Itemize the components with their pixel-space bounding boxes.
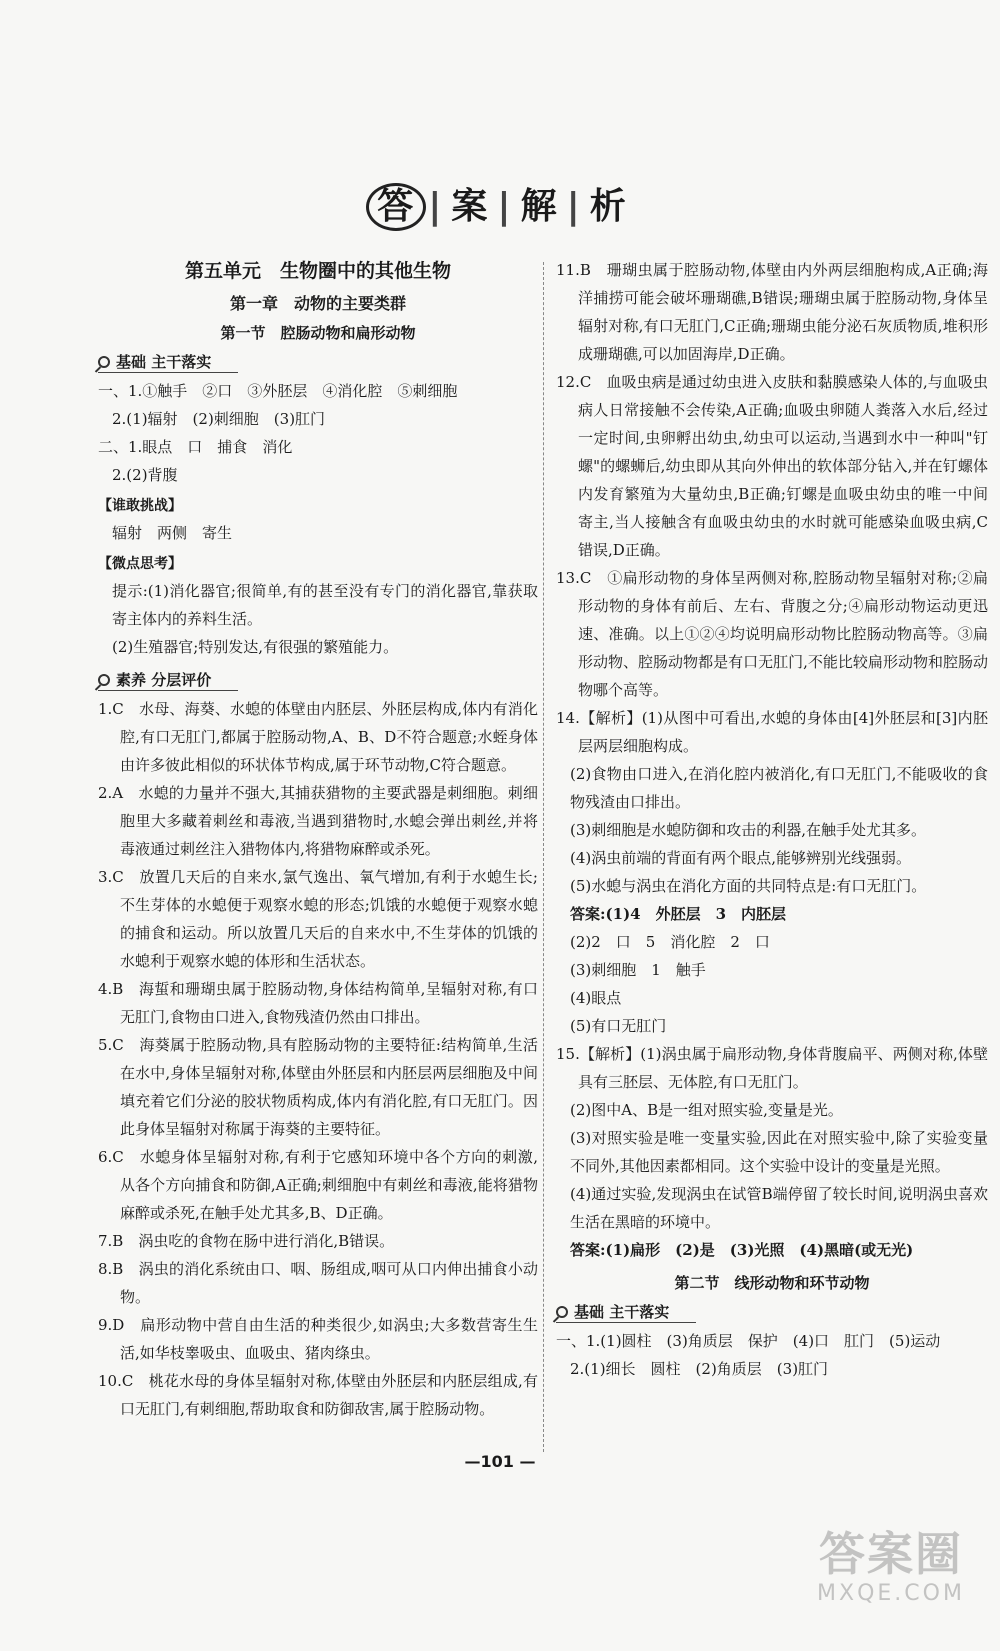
title-char-3: 解: [520, 186, 559, 227]
left-column: [98, 256, 538, 1423]
basics-heading-2: [556, 1301, 696, 1323]
answer-line: 答案:(1)4 外胚层 3 内胚层: [570, 905, 787, 923]
think-text: 提示:(1)消化器官;很简单,有的甚至没有专门的消化器官,靠获取寄主体内的养料生活。: [112, 582, 538, 628]
basics-heading-label: 基础 主干落实: [116, 353, 212, 371]
answer-item: 1.C 水母、海葵、水螅的体壁由内胚层、外胚层构成,体内有消化腔,有口无肛门,都属于腔肠动物,A、B、D不符合题意;水蛭身体由许多彼此相似的环状体节构成,属于环节动物,C符合题意。: [98, 700, 538, 774]
answer-item: 4.B 海蜇和珊瑚虫属于腔肠动物,身体结构简单,呈辐射对称,有口无肛门,食物由口进入,食物残渣仍然由口排出。: [98, 980, 538, 1026]
challenge-label: 【谁敢挑战】: [98, 498, 182, 514]
basics-line: 二、1.眼点 口 捕食 消化: [98, 438, 293, 456]
unit-heading: 第五单元 生物圈中的其他生物: [184, 260, 451, 282]
analysis-line: (2)图中A、B是一组对照实验,变量是光。: [570, 1101, 843, 1119]
magnifier-icon: [98, 674, 110, 686]
answer-item: 2.A 水螅的力量并不强大,其捕获猎物的主要武器是刺细胞。刺细胞里大多藏着刺丝和毒液,当遇到猎物时,水螅会弹出刺丝,并将毒液通过刺丝注入猎物体内,将猎物麻醉或杀死。: [98, 784, 538, 858]
think-label: 【微点思考】: [98, 556, 182, 572]
think-text: (2)生殖器官;特别发达,有很强的繁殖能力。: [112, 638, 399, 656]
answer-item: 13.C ①扁形动物的身体呈两侧对称,腔肠动物呈辐射对称;②扁形动物的身体有前后、左右、背腹之分;④扁形动物运动更迅速、准确。以上①②④均说明扁形动物比腔肠动物高等。③扁形动物、腔肠动物都是有口无肛门,不能比较扁形动物和腔肠动物哪个高等。: [556, 569, 988, 699]
challenge-text: 辐射 两侧 寄生: [112, 524, 233, 542]
title-char-2: 案: [451, 186, 490, 227]
evaluation-heading: [98, 669, 238, 691]
basics-line: 2.(1)细长 圆柱 (2)角质层 (3)肛门: [570, 1360, 829, 1378]
magnifier-icon: [98, 356, 110, 368]
right-column: [556, 256, 988, 1383]
analysis-line: (3)刺细胞是水螅防御和攻击的利器,在触手处尤其多。: [570, 821, 927, 839]
magnifier-icon: [556, 1306, 568, 1318]
analysis-line: (4)涡虫前端的背面有两个眼点,能够辨别光线强弱。: [570, 849, 912, 867]
basics-line: 2.(2)背腹: [112, 466, 178, 484]
answer-item: 5.C 海葵属于腔肠动物,具有腔肠动物的主要特征:结构简单,生活在水中,身体呈辐射对称,体壁由外胚层和内胚层两层细胞及中间填充着它们分泌的胶状物质构成,体内有消化腔,有口无肛门。因此身体呈辐射对称属于海葵的主要特征。: [98, 1036, 538, 1138]
answer-item: 9.D 扁形动物中营自由生活的种类很少,如涡虫;大多数营寄生生活,如华枝睾吸虫、血吸虫、猪肉绦虫。: [98, 1316, 538, 1362]
watermark-logo-text: 答案圈: [819, 1527, 963, 1581]
answer-line: (2)2 口 5 消化腔 2 口: [570, 933, 770, 951]
basics-line: 一、1.(1)圆柱 (3)角质层 保护 (4)口 肛门 (5)运动: [556, 1332, 941, 1350]
answer-item: 11.B 珊瑚虫属于腔肠动物,体壁由内外两层细胞构成,A正确;海洋捕捞可能会破坏珊瑚礁,B错误;珊瑚虫属于腔肠动物,身体呈辐射对称,有口无肛门,C正确;珊瑚虫能分泌石灰质物质,堆积形成珊瑚礁,可以加固海岸,D正确。: [556, 261, 988, 363]
answer-line: (5)有口无肛门: [570, 1017, 667, 1035]
section-heading: 第一节 腔肠动物和扁形动物: [220, 324, 416, 342]
watermark-logo: [806, 1527, 976, 1617]
answer-item-15: 15.【解析】(1)涡虫属于扁形动物,身体背腹扁平、两侧对称,体壁具有三胚层、无体腔,有口无肛门。: [556, 1045, 988, 1091]
answer-item: 8.B 涡虫的消化系统由口、咽、肠组成,咽可从口内伸出捕食小动物。: [98, 1260, 538, 1306]
evaluation-heading-label: 素养 分层评价: [116, 671, 212, 689]
analysis-line: (3)对照实验是唯一变量实验,因此在对照实验中,除了实验变量不同外,其他因素都相同。这个实验中设计的变量是光照。: [570, 1129, 988, 1175]
basics-line: 2.(1)辐射 (2)刺细胞 (3)肛门: [112, 410, 326, 428]
answer-item-14: 14.【解析】(1)从图中可看出,水螅的身体由[4]外胚层和[3]内胚层两层细胞构成。: [556, 709, 988, 755]
analysis-line: (2)食物由口进入,在消化腔内被消化,有口无肛门,不能吸收的食物残渣由口排出。: [570, 765, 988, 811]
chapter-heading: 第一章 动物的主要类群: [229, 294, 406, 313]
analysis-line: (5)水螅与涡虫在消化方面的共同特点是:有口无肛门。: [570, 877, 927, 895]
analysis-line: (4)通过实验,发现涡虫在试管B端停留了较长时间,说明涡虫喜欢生活在黑暗的环境中。: [570, 1185, 988, 1231]
answer-line: 答案:(1)扁形 (2)是 (3)光照 (4)黑暗(或无光): [570, 1241, 914, 1259]
title-char-1: 答: [366, 183, 426, 231]
answer-line: (4)眼点: [570, 989, 622, 1007]
section-heading-2: 第二节 线形动物和环节动物: [674, 1274, 870, 1292]
answer-item: 12.C 血吸虫病是通过幼虫进入皮肤和黏膜感染人体的,与血吸虫病人日常接触不会传染,A正确;血吸虫卵随人粪落入水后,经过一定时间,虫卵孵出幼虫,幼虫可以运动,当遇到水中一种叫"钉螺"的螺蛳后,幼虫即从其向外伸出的软体部分钻入,并在钉螺体内发育繁殖为大量幼虫,B正确;钉螺是血吸虫幼虫的唯一中间寄主,当人接触含有血吸虫幼虫的水时就可能感染血吸虫病,C错误,D正确。: [556, 373, 988, 559]
answer-item: 10.C 桃花水母的身体呈辐射对称,体壁由外胚层和内胚层组成,有口无肛门,有刺细胞,帮助取食和防御敌害,属于腔肠动物。: [98, 1372, 538, 1418]
basics-line: 一、1.①触手 ②口 ③外胚层 ④消化腔 ⑤刺细胞: [98, 382, 458, 400]
basics-heading: [98, 351, 238, 373]
page-number: —101 —: [464, 1452, 536, 1471]
answer-item: 7.B 涡虫吃的食物在肠中进行消化,B错误。: [98, 1232, 395, 1250]
watermark-url: MXQE.COM: [817, 1581, 965, 1606]
answer-line: (3)刺细胞 1 触手: [570, 961, 706, 979]
column-divider: [543, 262, 544, 1452]
basics-heading-2-label: 基础 主干落实: [574, 1303, 670, 1321]
title-char-4: 析: [589, 186, 628, 227]
page-title: 答 | 案 | 解 | 析: [0, 178, 1000, 231]
answer-item: 3.C 放置几天后的自来水,氯气逸出、氧气增加,有利于水螅生长;不生芽体的水螅便于观察水螅的形态;饥饿的水螅便于观察水螅的捕食和运动。所以放置几天后的自来水中,不生芽体的饥饿的水螅利于观察水螅的体形和生活状态。: [98, 868, 538, 970]
answer-item: 6.C 水螅身体呈辐射对称,有利于它感知环境中各个方向的刺激,从各个方向捕食和防御,A正确;刺细胞中有刺丝和毒液,能将猎物麻醉或杀死,在触手处尤其多,B、D正确。: [98, 1148, 538, 1222]
